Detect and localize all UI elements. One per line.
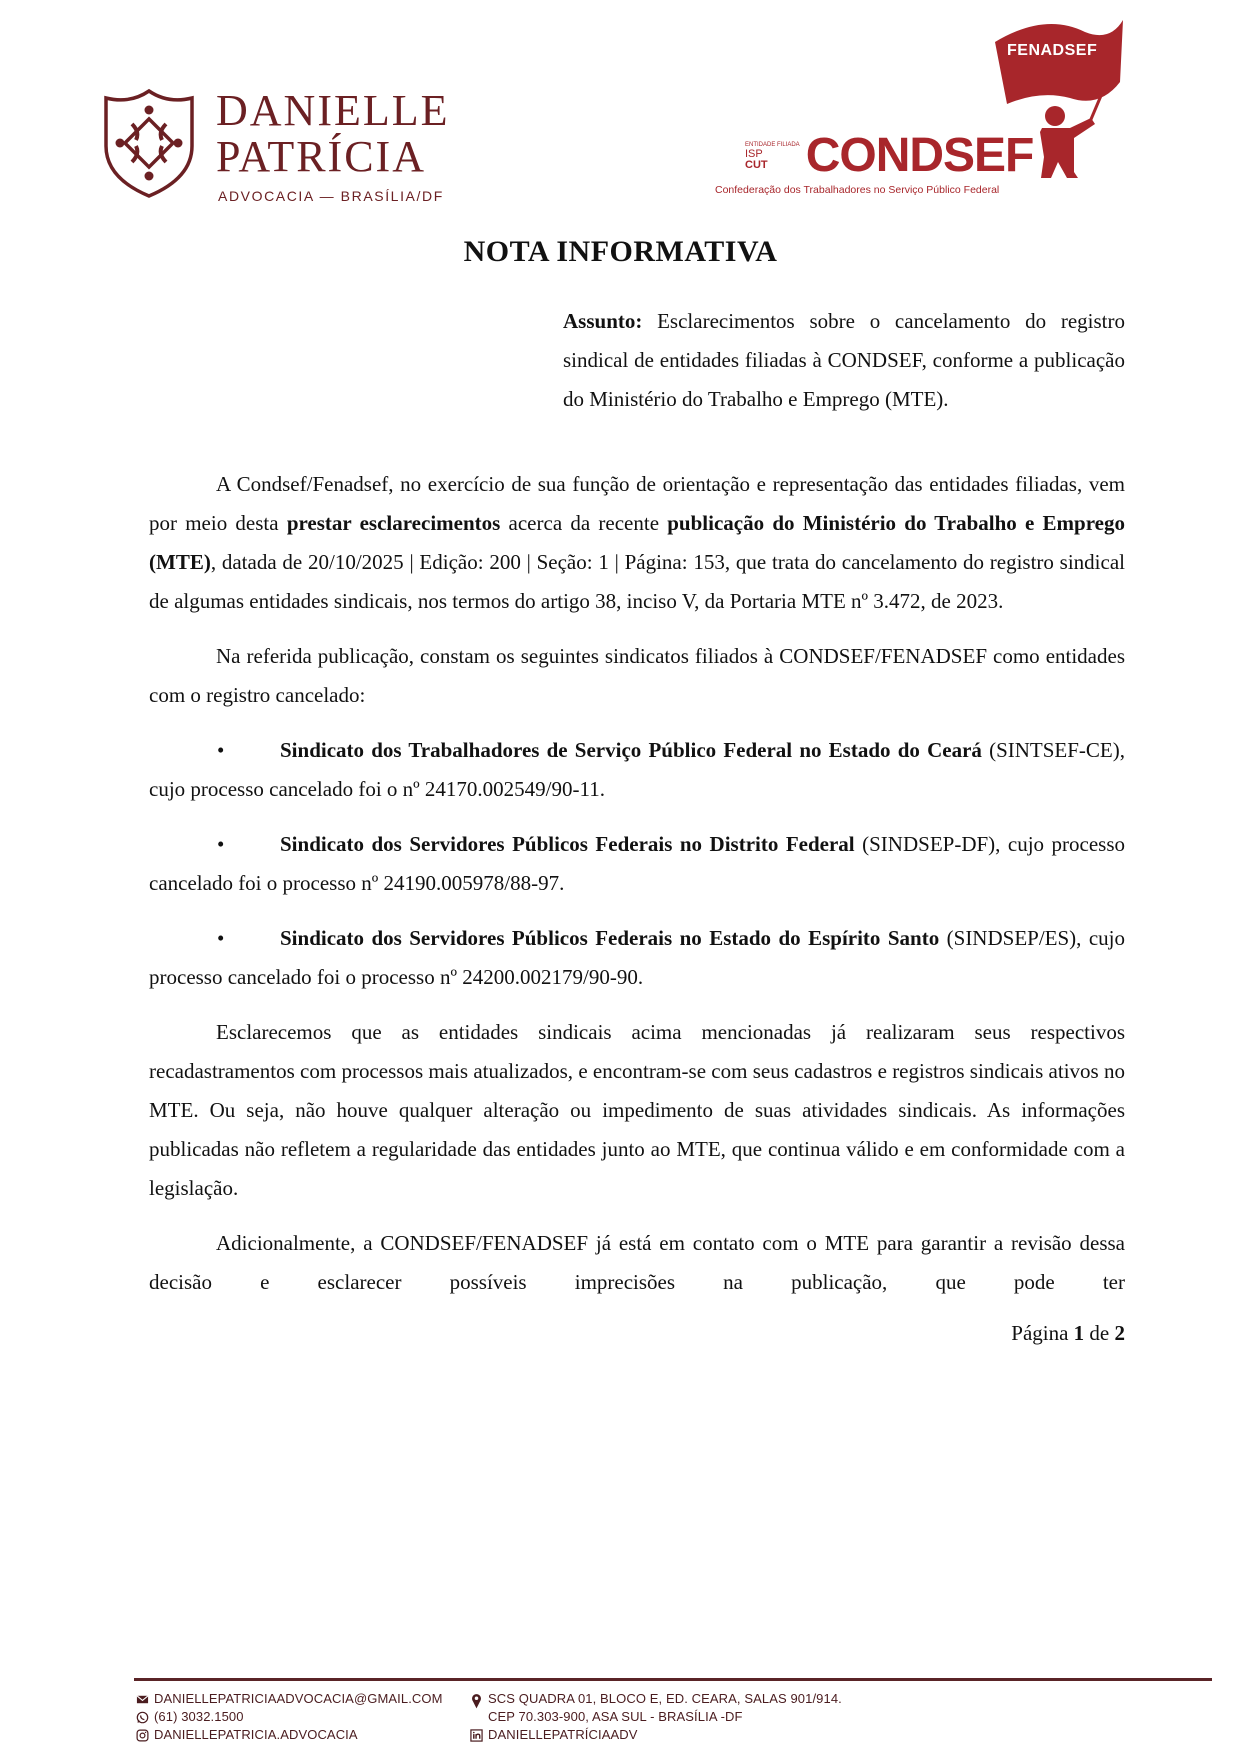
subject-block [563, 302, 1125, 419]
page-current: 1 [1073, 1321, 1085, 1345]
condsef-tagline: Confederação dos Trabalhadores no Serviço Público Federal [715, 184, 1000, 196]
list-item-detail: (SINDSEP-DF), cujo processo cancelado foi o processo nº 24190.005978/88-97. [149, 832, 1126, 895]
footer-instagram[interactable] [136, 1726, 443, 1744]
envelope-icon [136, 1693, 149, 1706]
affiliation-small-text: ENTIDADE FILIADA [745, 142, 800, 148]
fenadsef-text: FENADSEF [1007, 42, 1098, 59]
footer-linkedin-text: DANIELLEPATRÍCIAADV [488, 1727, 638, 1742]
law-firm-name-line2: PATRÍCIA [216, 132, 426, 181]
page-total: 2 [1114, 1321, 1125, 1345]
list-item-title: Sindicato dos Servidores Públicos Federais no Distrito Federal [280, 832, 855, 856]
affiliation-badge [745, 141, 800, 171]
linkedin-icon [470, 1729, 483, 1742]
footer-phone[interactable] [136, 1708, 443, 1726]
document-body [149, 232, 1125, 1348]
shield-emblem-icon [100, 88, 198, 200]
law-firm-name-line1: DANIELLE [216, 86, 450, 135]
footer-divider [134, 1678, 1212, 1681]
footer-phone-text: (61) 3032.1500 [154, 1709, 244, 1724]
list-item-detail: (SINDSEP/ES), cujo processo cancelado foi o processo nº 24200.002179/90-90. [149, 926, 1125, 989]
footer-email[interactable] [136, 1690, 443, 1708]
list-item [149, 825, 1125, 903]
footer-contacts [136, 1690, 443, 1744]
paragraph-list-intro [149, 637, 1125, 715]
page-label: Página [1011, 1321, 1069, 1345]
list-item-title: Sindicato dos Trabalhadores de Serviço Público Federal no Estado do Ceará [280, 738, 982, 762]
subject-text: Esclarecimentos sobre o cancelamento do registro sindical de entidades filiadas à CONDSEF, conforme a publicação do Ministério do Trabalho e Emprego (MTE). [563, 309, 1126, 411]
paragraph-list-intro-text: Na referida publicação, constam os seguintes sindicatos filiados à CONDSEF/FENADSEF como entidades com o registro cancelado: [149, 644, 1125, 707]
document-title: NOTA INFORMATIVA [463, 235, 778, 268]
page-number [149, 1318, 1125, 1348]
bullet-icon: • [217, 738, 225, 762]
instagram-icon [136, 1729, 149, 1742]
paragraph-intro [149, 465, 1125, 621]
bullet-icon: • [217, 832, 225, 856]
whatsapp-icon [136, 1711, 149, 1724]
list-item [149, 731, 1125, 809]
page-of: de [1089, 1321, 1110, 1345]
paragraph-intro-part1: A Condsef/Fenadsef, no exercício de sua função de orientação e representação das entidades filiadas, vem por meio desta [149, 472, 1125, 535]
subject-label: Assunto: [563, 309, 643, 333]
list-item-title: Sindicato dos Servidores Públicos Federais no Estado do Espírito Santo [280, 926, 940, 950]
bullet-icon: • [217, 926, 225, 950]
footer-instagram-text: DANIELLEPATRICIA.ADVOCACIA [154, 1727, 358, 1742]
paragraph-clarification-text: Esclarecemos que as entidades sindicais acima mencionadas já realizaram seus respectivos recadastramentos com processos mais atualizados, e encontram-se com seus cadastros e registros sindicais ativos no MTE. Ou seja, não houve qualquer alteração ou impedimento de suas atividades sindicais. As informações publicadas não refletem a regularidade das entidades junto ao MTE, que continua válido e em conformidade com a legislação. [149, 1020, 1125, 1200]
list-item-detail: (SINTSEF-CE), cujo processo cancelado foi o nº 24170.002549/90-11. [149, 738, 1125, 801]
affiliation-cut: CUT [745, 159, 768, 171]
footer-address-lines [488, 1690, 842, 1726]
paragraph-intro-bold2: publicação do Ministério do Trabalho e Emprego (MTE) [149, 511, 1125, 574]
footer-address-block [470, 1690, 842, 1726]
affiliation-isp: ISP [745, 148, 763, 160]
footer-address [470, 1690, 842, 1744]
condsef-logo [715, 12, 1135, 212]
paragraph-additional [149, 1224, 1125, 1302]
paragraph-intro-bold1: prestar esclarecimentos [286, 511, 501, 535]
list-item [149, 919, 1125, 997]
law-firm-logo [100, 88, 460, 208]
law-firm-subtitle: ADVOCACIA — BRASÍLIA/DF [218, 188, 444, 204]
paragraph-clarification [149, 1013, 1125, 1208]
paragraph-intro-part3: , datada de 20/10/2025 | Edição: 200 | Seção: 1 | Página: 153, que trata do cancelamento do registro sindical de algumas entidades sindicais, nos termos do artigo 38, inciso V, da Portaria MTE nº 3.472, de 2023. [149, 550, 1125, 613]
paragraph-intro-part2: acerca da recente [500, 511, 668, 535]
location-pin-icon [470, 1692, 483, 1710]
footer-address-line2: CEP 70.303-900, ASA SUL - BRASÍLIA -DF [488, 1709, 743, 1724]
footer-address-line1: SCS QUADRA 01, BLOCO E, ED. CEARA, SALAS 901/914. [488, 1691, 842, 1706]
footer-linkedin[interactable] [470, 1726, 842, 1744]
footer-email-text: DANIELLEPATRICIAADVOCACIA@GMAIL.COM [154, 1691, 443, 1706]
condsef-wordmark [745, 129, 1034, 182]
condsef-text: CONDSEF [805, 129, 1034, 182]
paragraph-additional-text: Adicionalmente, a CONDSEF/FENADSEF já está em contato com o MTE para garantir a revisão dessa decisão e esclarecer possíveis imprecisões na publicação, que pode ter [149, 1231, 1125, 1294]
law-firm-name [216, 88, 450, 180]
